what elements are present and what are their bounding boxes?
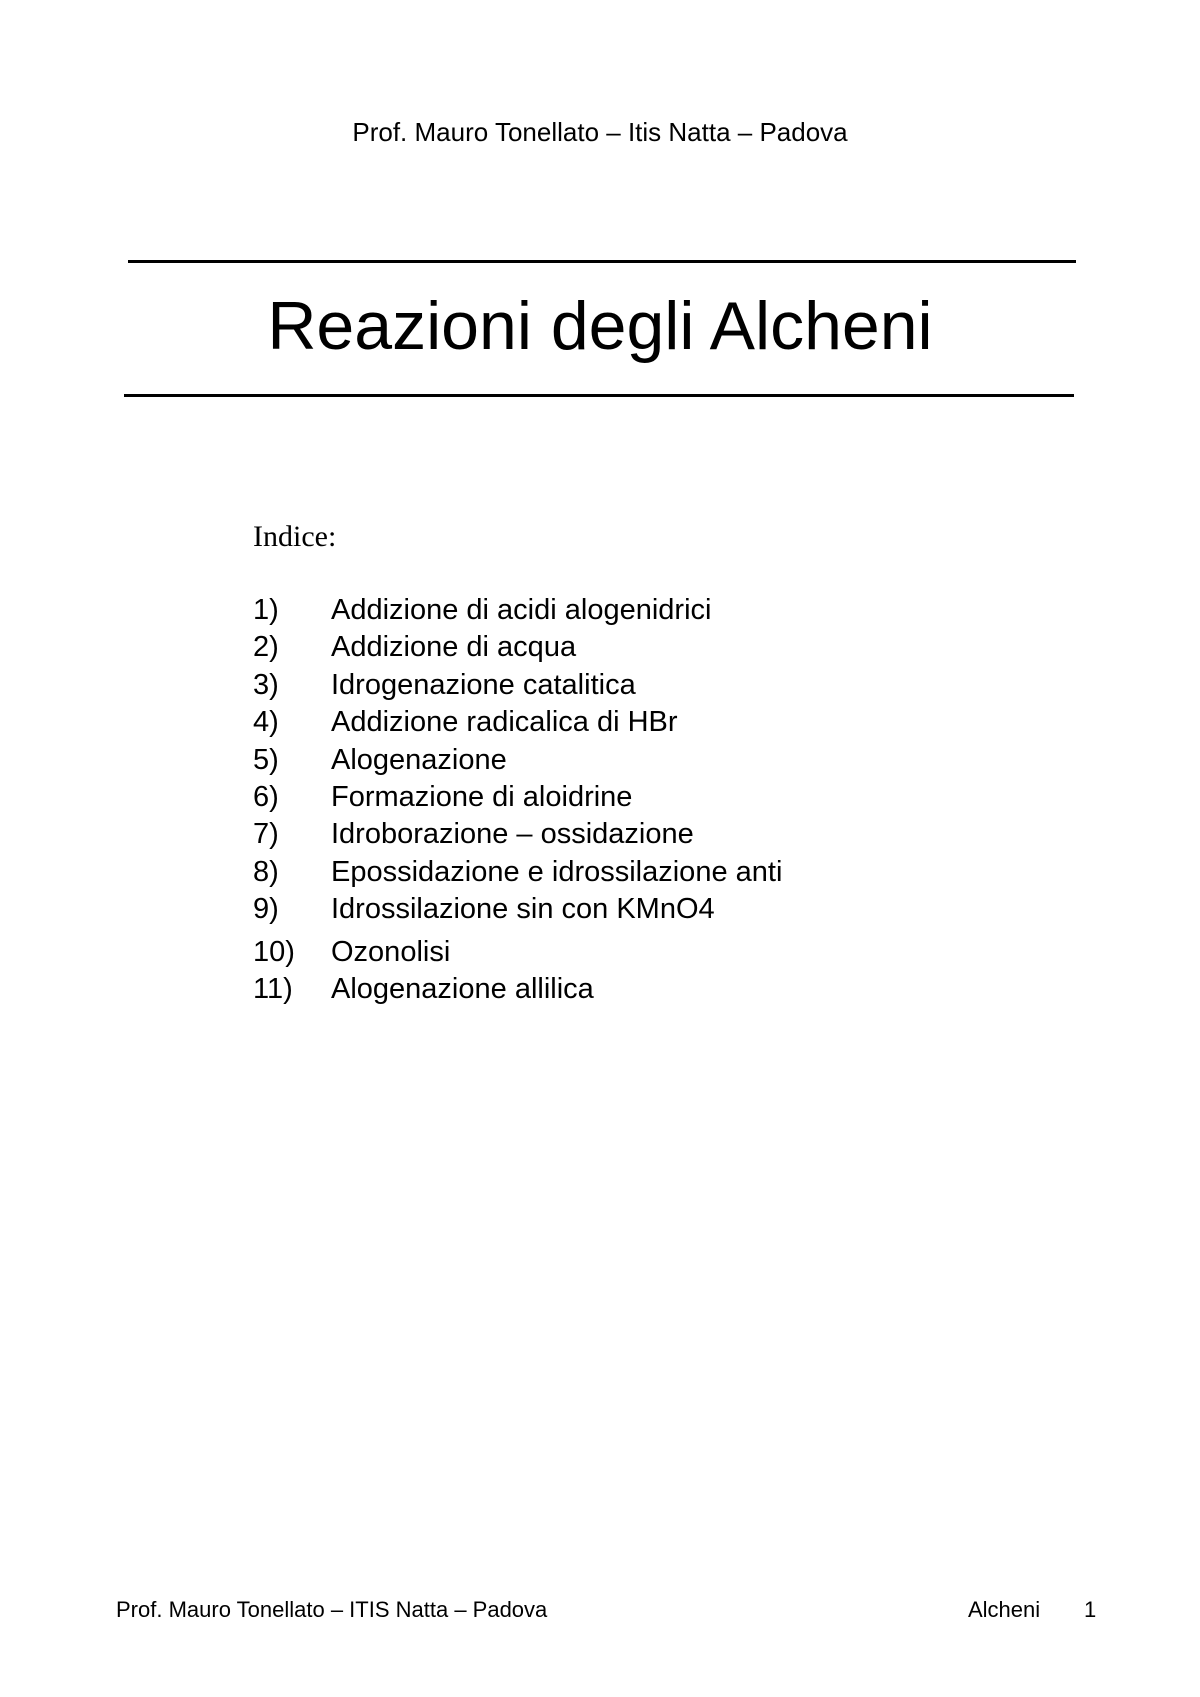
- toc-item: [253, 667, 782, 704]
- toc-item-number: 3): [253, 668, 279, 701]
- toc-item-number: 2): [253, 631, 279, 664]
- toc-item: [253, 971, 782, 1008]
- toc-item-title: Epossidazione e idrossilazione anti: [331, 855, 783, 888]
- toc-item-number: 1): [253, 594, 279, 626]
- document-title: Reazioni degli Alcheni: [267, 288, 933, 364]
- toc-item: [253, 592, 782, 629]
- toc-item: [253, 779, 782, 816]
- page-header: Prof. Mauro Tonellato – Itis Natta – Padova: [352, 117, 848, 147]
- toc-item-title: Addizione radicalica di HBr: [331, 706, 678, 739]
- toc-item-title: Addizione di acqua: [331, 631, 577, 664]
- toc-item-number: 8): [253, 855, 279, 888]
- toc-item-number: 10): [253, 935, 295, 968]
- toc-item-title: Alogenazione: [331, 743, 507, 776]
- toc-item: [253, 891, 782, 928]
- toc-item-title: Alogenazione allilica: [331, 972, 594, 1005]
- toc-item-title: Formazione di aloidrine: [331, 780, 633, 813]
- footer-author: Prof. Mauro Tonellato – ITIS Natta – Padova: [116, 1597, 548, 1622]
- toc-item: [253, 816, 782, 853]
- toc-item-title: Idrossilazione sin con KMnO4: [331, 893, 715, 926]
- toc-item-title: Ozonolisi: [331, 935, 451, 968]
- toc-item: [253, 629, 782, 666]
- title-bottom-rule: [124, 394, 1074, 397]
- toc-item-number: 6): [253, 780, 279, 813]
- toc-item: [253, 704, 782, 741]
- toc-item-title: Idroborazione – ossidazione: [331, 818, 694, 851]
- title-top-rule: [128, 260, 1076, 263]
- table-of-contents: [253, 592, 782, 1008]
- toc-item-number: 4): [253, 706, 279, 739]
- toc-item-number: 5): [253, 743, 279, 776]
- toc-item-number: 7): [253, 818, 279, 851]
- toc-item: [253, 934, 782, 971]
- toc-item-title: Idrogenazione catalitica: [331, 668, 636, 701]
- toc-item: [253, 854, 782, 891]
- footer-section-name: Alcheni: [968, 1597, 1041, 1622]
- page-number: 1: [1084, 1597, 1097, 1622]
- index-heading: Indice:: [253, 520, 337, 553]
- toc-item: [253, 742, 782, 779]
- toc-item-number: 11): [253, 972, 293, 1005]
- toc-item-number: 9): [253, 893, 279, 926]
- toc-item-title: Addizione di acidi alogenidrici: [331, 594, 712, 626]
